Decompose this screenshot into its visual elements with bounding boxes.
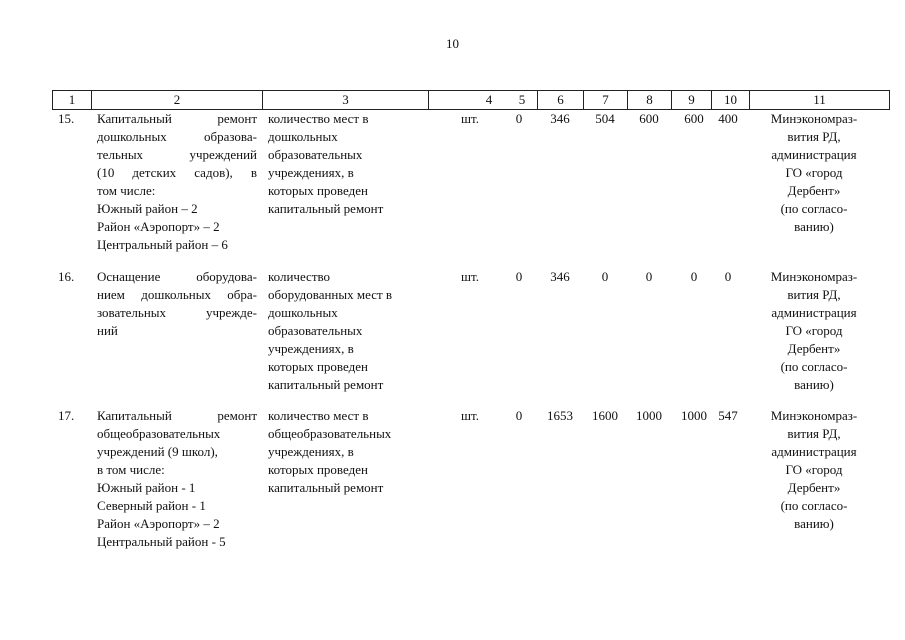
text-line: Дербент»	[787, 480, 841, 495]
text-line: ГО «город	[785, 323, 843, 338]
value-col-7: 504	[595, 111, 615, 126]
text-line: которых проведен	[268, 183, 368, 198]
text-line: количество мест в	[268, 408, 369, 423]
text-line: (по согласо-	[780, 498, 848, 513]
value-col-5: 0	[515, 269, 523, 284]
text-line: Минэкономраз-	[770, 408, 858, 423]
text-line: вития РД,	[787, 129, 841, 144]
header-cell-11: 11	[749, 91, 890, 109]
row-number: 15.	[58, 111, 75, 126]
value-col-8: 1000	[636, 408, 662, 423]
text-line: Район «Аэропорт» – 2	[97, 516, 220, 531]
text-line: которых проведен	[268, 359, 368, 374]
text-line: администрация	[771, 147, 857, 162]
header-cell-7: 7	[583, 91, 627, 109]
text-line: Оснащение оборудова-	[97, 269, 257, 284]
text-line: вития РД,	[787, 426, 841, 441]
text-line: учреждениях, в	[268, 444, 354, 459]
text-line: учреждений (9 школ),	[97, 444, 218, 459]
unit: шт.	[461, 408, 479, 423]
measure-name	[97, 268, 257, 340]
text-line: капитальный ремонт	[268, 480, 384, 495]
text-line: ванию)	[794, 516, 834, 531]
text-line: ГО «город	[785, 165, 843, 180]
text-line: в том числе:	[97, 462, 165, 477]
text-line: ний	[97, 323, 118, 338]
value-col-10: 0	[724, 269, 732, 284]
text-line: общеобразовательных	[268, 426, 392, 441]
measure-name	[97, 110, 257, 254]
value-col-5: 0	[515, 408, 523, 423]
text-line: администрация	[771, 444, 857, 459]
text-line: дошкольных	[268, 129, 338, 144]
header-cell-6: 6	[537, 91, 583, 109]
header-cell-9: 9	[671, 91, 711, 109]
indicator	[268, 110, 428, 218]
text-line: ванию)	[794, 219, 834, 234]
page-number: 10	[446, 36, 459, 51]
header-cell-5: 5	[518, 92, 526, 107]
responsible	[754, 110, 874, 236]
text-line: том числе:	[97, 183, 156, 198]
text-line: Дербент»	[787, 341, 841, 356]
text-line: Южный район – 2	[97, 201, 198, 216]
text-line: Капитальный ремонт	[97, 408, 257, 423]
text-line: Капитальный ремонт	[97, 111, 257, 126]
responsible	[754, 407, 874, 533]
text-line: Центральный район - 5	[97, 534, 226, 549]
text-line: (по согласо-	[780, 201, 848, 216]
row-number: 17.	[58, 408, 75, 423]
text-line: учреждениях, в	[268, 341, 354, 356]
text-line: зовательных учрежде-	[97, 305, 257, 320]
text-line: дошкольных образова-	[97, 129, 257, 144]
text-line: тельных учреждений	[97, 147, 257, 162]
value-col-6: 1653	[547, 408, 573, 423]
value-col-8: 0	[645, 269, 653, 284]
header-cell-1: 1	[52, 91, 91, 109]
text-line: Дербент»	[787, 183, 841, 198]
row-number: 16.	[58, 269, 75, 284]
text-line: нием дошкольных обра-	[97, 287, 257, 302]
text-line: Минэкономраз-	[770, 111, 858, 126]
value-col-6: 346	[550, 269, 570, 284]
unit: шт.	[461, 111, 479, 126]
value-col-10: 400	[718, 111, 738, 126]
text-line: учреждениях, в	[268, 165, 354, 180]
text-line: Район «Аэропорт» – 2	[97, 219, 220, 234]
text-line: которых проведен	[268, 462, 368, 477]
text-line: количество мест в	[268, 111, 369, 126]
header-cell-3: 3	[262, 91, 428, 109]
value-col-6: 346	[550, 111, 570, 126]
text-line: оборудованных мест в	[268, 287, 393, 302]
value-col-7: 0	[601, 269, 609, 284]
table-header-row	[52, 91, 890, 109]
text-line: дошкольных	[268, 305, 338, 320]
text-line: ГО «город	[785, 462, 843, 477]
text-line: (по согласо-	[780, 359, 848, 374]
text-line: количество	[268, 269, 331, 284]
value-col-9: 0	[690, 269, 698, 284]
value-col-8: 600	[639, 111, 659, 126]
value-col-10: 547	[718, 408, 738, 423]
text-line: капитальный ремонт	[268, 201, 384, 216]
text-line: Северный район - 1	[97, 498, 206, 513]
indicator	[268, 407, 428, 497]
text-line: Центральный район – 6	[97, 237, 228, 252]
text-line: капитальный ремонт	[268, 377, 384, 392]
value-col-5: 0	[515, 111, 523, 126]
header-cell-4: 4	[428, 91, 549, 109]
text-line: общеобразовательных	[97, 426, 221, 441]
text-line: ванию)	[794, 377, 834, 392]
text-line: администрация	[771, 305, 857, 320]
measure-name	[97, 407, 257, 551]
value-col-9: 1000	[681, 408, 707, 423]
indicator	[268, 268, 428, 394]
header-cell-10: 10	[711, 91, 749, 109]
responsible	[754, 268, 874, 394]
text-line: Южный район - 1	[97, 480, 196, 495]
text-line: образовательных	[268, 323, 363, 338]
text-line: Минэкономраз-	[770, 269, 858, 284]
value-col-7: 1600	[592, 408, 618, 423]
unit: шт.	[461, 269, 479, 284]
header-cell-8: 8	[627, 91, 671, 109]
text-line: (10 детских садов), в	[97, 165, 257, 180]
value-col-9: 600	[684, 111, 704, 126]
text-line: вития РД,	[787, 287, 841, 302]
text-line: образовательных	[268, 147, 363, 162]
header-cell-2: 2	[91, 91, 262, 109]
